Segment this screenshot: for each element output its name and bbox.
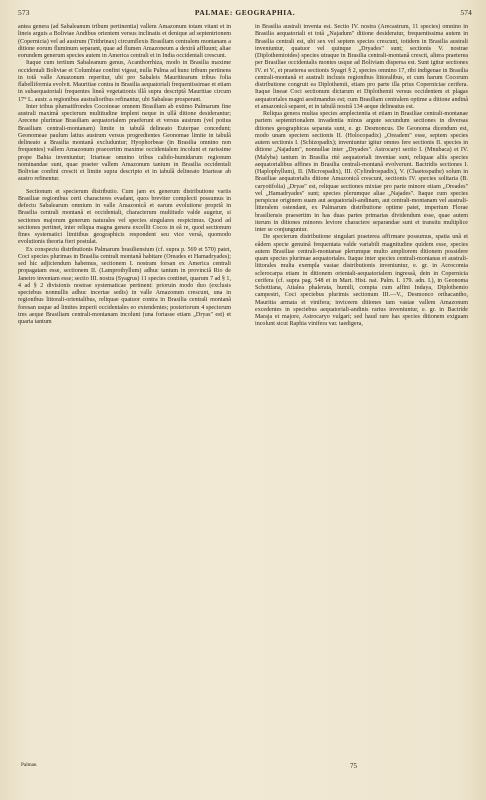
bottom-page-number: 75 (350, 762, 357, 770)
page-number-left: 573 (18, 8, 30, 17)
text-column-left (18, 24, 231, 326)
running-header (18, 6, 472, 20)
signature-mark: Palmae. (21, 762, 38, 768)
paragraph: Inter tribus plumatifrondes Cocoineae omnem Brasiliam ab extimo Palmarum fine australi maximâ specierum multitudine implent neque in ullâ ditione desiderantur; Arecene plurimae Brasiliam aequatorialem praeferunt et versus austrum (vel potius Brasiliam centrali-montanam) limite in tabulâ delineato Euterpae concedunt; Geonomeae paulum latius austrum versus progredientes Geonomae limite in tabulâ delineato a Brasilia montanâ excluduntur; Hyophorbeae (in Brasilia omnino non frequentes) vallem Amazonum praecertim maxime occidentalem incolunt et rarissime prope Bahia inveniuntur; Iriarteae omnino tribus calido-humidarum regionum nominandae sunt, quae praeter vallem Amazonum tantum in Brasilia occidentali Boliviae confini crescit et limite supra descripto et in tabulâ delineato Iriarteae ab austro refinentur. (18, 103, 231, 183)
paragraph: De specierum distributione singulari praeterea affirmare possumus, spatia unâ et eâdem specie genuinâ frequentata valde variabili magnitudine quidem esse, species autem Brasiliae centrali-montanae plerumque multo ampliorem ditionem possidere quam species plurimae aequatoriales. Itaque inter species centrali-montanas et australi-littorales multa exempla vastae distributionis inveniuntur, e. gr. in Acrocomia sclerocarpa etiam in ditionem orientali-aequatorialem ingressâ, dein in Copernicia cerifera (cf. supra pag. 548 et in Mart. Hist. nat. Palm. I. 179. adn. I.), in Geonoma Schottiana, Attalea phalerata, humili, compta cum affini Indaya, Diplothemio campestri, Coci speciebus plurimis sectionum III.—V., Desmonco orthacantho, Mauritia armata et vinifera; inviceem ditiones tam vastae vallem Amazonum excedentes in speciebus aequatoriali-andinis rarius inveniuntur, e. gr. in Bactride Maraja et majore, Astrocaryo vulgari; sed haud rare has species ditionem exiguam incolunt sicut Raphia vinifera var. taedigera, (255, 234, 468, 328)
page-number-right: 574 (460, 8, 472, 17)
paragraph: in Brasilia australi inventa est. Sectio IV. nostra (Arecastrum, 11 species) omnino in Brasilia aequatoriali et totâ „Najadum" ditione desideratur, frequentissima autem in Brasilia centrali est, ubi sex vel septem species crescunt, totidem in Brasilia australi inveniuntur, quatuor vel quinque „Dryades" sunt; sectionis V. nostrae (Diplothemioides) species utraque in Brasilia centrali-montanâ crescit, altera praeterea per Brasiliae occidentalis montes usque ad Boliviam dispersa est. Sunt igitur sectiones IV. et V., et praeterea sectionis Syagri § 2, species omnino 17, ribi indigenae in Brasilia centrali-montanâ et australi inclusis regionibus littoralibus, et cum harum Cocorum distributione congruit ea Diplothemii, etiam pro parte illa prius Coperniciae cerifera. Itaque lineae Coci sectionum dictarum et Diplothemii versus occidentem et plagas aequatoriales magni aestimandus est; cum Brasiliam centralem optime a ditione andinâ et amazonicâ separet, et in tabulâ nostrâ 134 aeque delineatus est. (255, 24, 468, 110)
text-column-right (255, 24, 468, 329)
paragraph: antea genera (ad Sabaleanum tribum pertinentia) vallem Amazonum totam vitant et in lineis arguis a Boliviae Andibus orientem versus inclinatis et denique ad septentrionem (Copernicia) vel ad austrum (Trithrinax) circumflexis Brasiliam centralem montanam a ditione eorum fluminum separant, quae ad flumen Amazoneum a dextrâ affluunt; aliae eorundem generum species autem in America centrali et in India occidentali crescunt. (18, 24, 231, 59)
section-paragraph: Sectionum et specierum distributio. Cum jam ex generum distributione variis Brasiliae regionibus certi characteres evadant, quos breviter complecti possumus in defectu Sabalearum omnium in valle Amazonicâ et earum evolutione propriâ in Brasilia centrali montanâ et occidentali, characterum multitudo valde augetur, si sectiones majorum generum naturales vel species singulares respicimus. Quod ad sectiones pertinet, inter reliqua magna genera excellit Cocos in eâ re, quod sectionum fines systematici limitibus geographicis respondent seu vice versâ, quomodo evolutionis theoria fieri postulat. (18, 188, 231, 246)
paragraph: Itaque cum tertium Sabaleanum genus, Acanthorrhiza, modo in Brasilia maxime occidentali Boliviae et Columbiae confini vigeat, nulla Palma ad hunc tribum pertinens in totâ valle Amazonum reperitur, ubi pro Sabaleis Mauritiearum tribus folia flabelliformia evolvit. Mauritiae contra in Brasilia aequatoriali frequentissimae et etiam in subaequatoriali frequentes lineâ vegetationis illâ supra descriptâ Mauritiae circum 17° L. austr. a regionibus australioribus refinantur, ubi Sabaleae prosperant. (18, 60, 231, 103)
paragraph: Reliqua genera multas species amplectentia et etiam in Brasiliae centrali-montanae partem septentrionalem invadentia minus argute secundum sectiones in diversas ditiones geographicas separata sunt, e. gr. Desmoncus. De Geonoma dicendum est, modo unam speciem sectionis II. (Holocopadix) „Oreadem" esse, septem species autem sectionis I. (Schizopadix); inveniuntur igitur omnes fere sectionis II. species in ditione „Najadum", nonnullae inter „Dryades". Astrocaryi sectio I. (Mnubaca) et IV. (Malyba) tantum in Brasilia ritè aequatoriali inventae sunt, reliquae aliis species aequatorialibus affines in Brasilia centrali-montanâ evolverunt. Bactridis sectiones I. (Haplophyllum), II. (Microspadix), III. (Cylindrospadix), V. (Chaetospathe) solum in Brasiliae aequatorialis ditione Amazonicâ crescunt, sectionis IV. species solitaria (B. caryotifolia) „Dryas" est, reliquae sectiones mixtae pro parte minore etiam „Oreades" vel „Hamadryades" sunt; species plerumque aliae „Najades". Itaque cum species perspicue originem suam aut aequatoriali-andinam, aut centrali-montanam vel australi-litteralem ostendant, ex Palmarum distributione optime patet, imperium Florae brasiliensis praesertim in has duas partes primarias dividendum esse, quae autem iterum in ditiones minores leviore charactere separandae sunt et transitu multiplice inter se conjunguntur. (255, 111, 468, 233)
running-title: PALMAE: GEOGRAPHIA. (194, 8, 296, 17)
paragraph: Ex conspectu distributionis Palmarum brasiliensium (cf. supra p. 569 et 570) patet, Coci species plurimas in Brasilia centrali montanâ habitare (Oreades et Hamadryades); sed hic adjiciendum habemus, sectionem I. nostram forsan ex America centrali propagatam esse, sectionem II. (Lamprothyllum) adhuc tantum in provinciâ Rio de Janeiro inventam esse; sectio III. nostra (Syagrus) 11 species continet, quarum 7 ad § 1, 4 ad § 2 divisionis nostrae systematicae pertinent: prioruin modo duo (exclusis speciebus nonnullis adhuc incertae sedis) in valle Amazonum crescunt, una in regionibus littorali-orientalibus, reliquae quatuor contra in Brasilia centrali montanâ foresan usque ad limites imperii occidentales eo extendentes; posteriorum 4 specierum tres aeque Brasiliam centrali-montanam incolunt (una fortasse etiam „Dryas" est) et quarta tantum (18, 246, 231, 325)
